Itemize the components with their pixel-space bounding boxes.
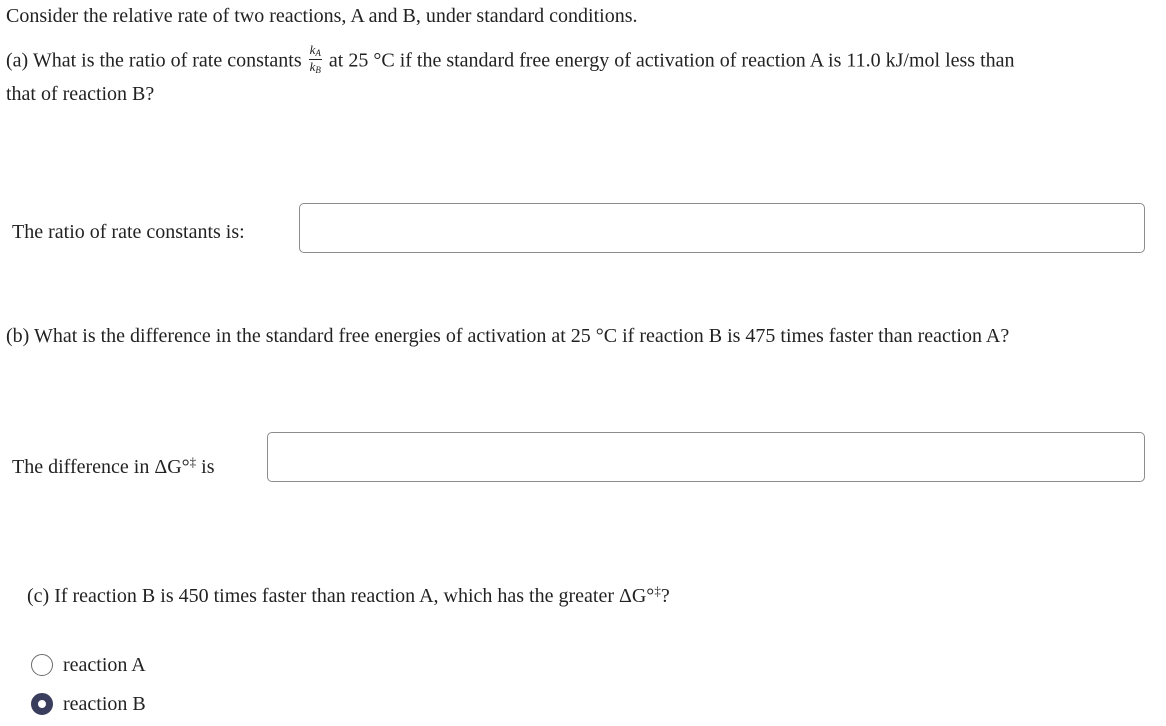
part-c-double-dagger-sup: ‡ [654, 583, 661, 598]
part-b-question: (b) What is the difference in the standard free energies of activation at 25 °C if reaction B is 475 times faster than reaction A? [6, 325, 1010, 347]
delta-g-label-post: is [196, 456, 215, 478]
intro-text: Consider the relative rate of two reactions, A and B, under standard conditions. [6, 5, 638, 27]
ratio-answer-box[interactable] [299, 203, 1145, 253]
radio-reaction-a[interactable] [31, 654, 53, 676]
radio-label-reaction-a[interactable]: reaction A [63, 654, 146, 676]
part-a-question [6, 42, 1015, 78]
frac-numerator: k [309, 42, 316, 57]
delta-g-answer-input[interactable] [268, 433, 1144, 481]
radio-reaction-b[interactable] [31, 693, 53, 715]
part-a-question-post: at 25 °C if the standard free energy of activation of reaction A is 11.0 kJ/mol less than [328, 49, 1015, 72]
delta-g-answer-label [12, 450, 214, 479]
frac-denominator-sub: B [315, 65, 321, 75]
delta-g-answer-box[interactable] [267, 432, 1145, 482]
ratio-answer-label: The ratio of rate constants is: [12, 221, 245, 243]
frac-numerator-sub: A [315, 48, 321, 58]
rate-constant-fraction [309, 44, 322, 76]
part-a-question-pre: (a) What is the ratio of rate constants [6, 49, 302, 72]
delta-g-label-pre: The difference in ΔG° [12, 456, 190, 478]
ratio-answer-input[interactable] [300, 204, 1144, 252]
part-c-question-pre: (c) If reaction B is 450 times faster than reaction A, which has the greater ΔG° [27, 585, 655, 607]
radio-label-reaction-b[interactable]: reaction B [63, 693, 146, 715]
part-c-question-post: ? [660, 585, 670, 607]
part-a-question-line2: that of reaction B? [6, 83, 155, 105]
double-dagger-sup: ‡ [189, 454, 197, 469]
frac-denominator: k [309, 59, 316, 74]
part-c-question [27, 579, 670, 608]
